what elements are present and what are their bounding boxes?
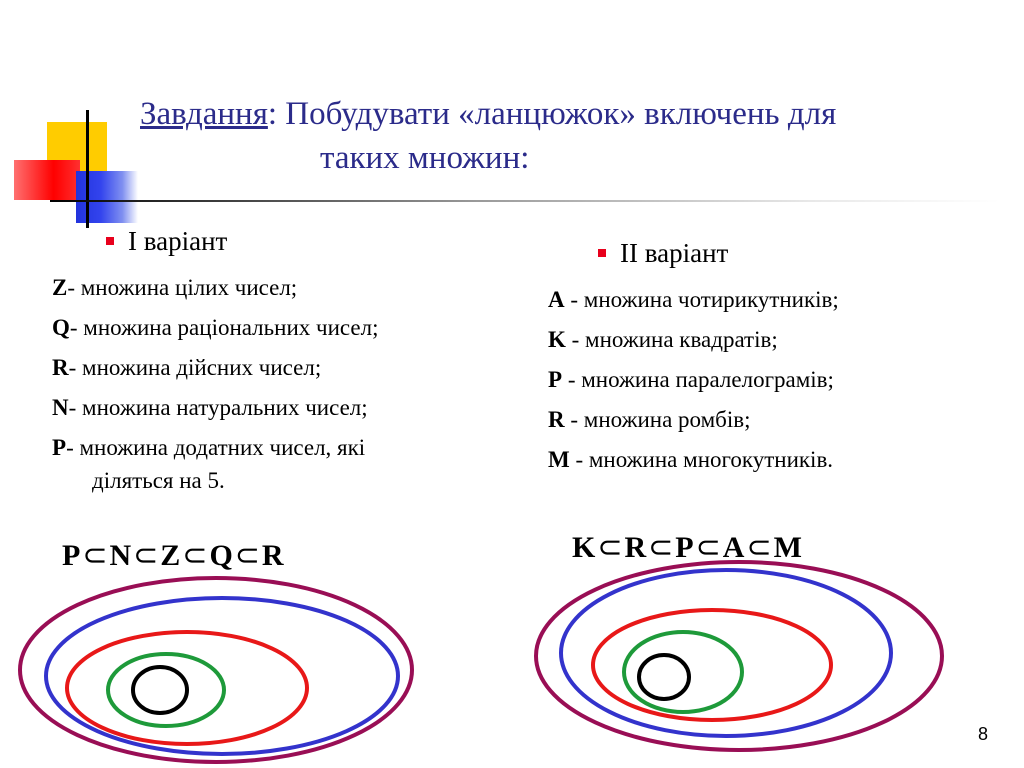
label-r: R <box>386 668 402 692</box>
set-symbol: M <box>548 447 570 472</box>
set-symbol: P <box>52 435 67 460</box>
subset-symbol: ⊂ <box>182 539 208 572</box>
set-symbol: R <box>548 407 565 432</box>
set-symbol: N <box>52 395 69 420</box>
ring-p <box>593 610 831 720</box>
subset-symbol: ⊂ <box>82 539 108 572</box>
ring-p <box>133 667 187 713</box>
chain-symbol: R <box>261 539 284 572</box>
chain-symbol: K <box>572 531 596 564</box>
chain-symbol: P <box>62 539 81 572</box>
set-symbol: R <box>52 355 69 380</box>
chain-symbol: M <box>773 531 802 564</box>
ring-n <box>108 654 224 726</box>
chain-symbol: A <box>722 531 745 564</box>
title-line-1: : Побудувати «ланцюжок» включень для <box>267 96 837 132</box>
euler-diagram-variant-2 <box>536 562 942 750</box>
title-task-word: Завдання <box>140 96 268 132</box>
ring-k <box>639 655 689 699</box>
subset-symbol: ⊂ <box>648 531 674 564</box>
set-description: - множина додатних чисел, які <box>66 435 366 460</box>
label-k: K <box>652 667 669 691</box>
set-description-continuation: діляться на 5. <box>92 468 225 493</box>
set-description: - множина раціональних чисел; <box>69 315 379 340</box>
title-line-2: таких множин: <box>320 140 530 176</box>
chain-symbol: Z <box>160 539 181 572</box>
set-symbol: A <box>548 287 565 312</box>
set-description: - множина дійсних чисел; <box>68 355 322 380</box>
page-number: 8 <box>978 724 989 744</box>
chain-symbol: P <box>675 531 694 564</box>
set-symbol: Z <box>52 275 68 300</box>
set-symbol: P <box>548 367 563 392</box>
label-n: N <box>200 678 216 702</box>
label-m: M <box>894 643 914 667</box>
set-description: - множина многокутників. <box>569 447 834 472</box>
euler-diagram-variant-1 <box>20 578 412 762</box>
set-symbol: K <box>548 327 566 352</box>
chain-symbol: R <box>624 531 647 564</box>
label-z: Z <box>248 678 263 702</box>
label-q: Q <box>320 678 337 702</box>
set-description: - множина паралелограмів; <box>562 367 834 392</box>
label-a: A <box>846 643 862 667</box>
label-p: P <box>780 651 793 675</box>
set-description: - множина натуральних чисел; <box>68 395 368 420</box>
subset-symbol: ⊂ <box>597 531 623 564</box>
subset-symbol: ⊂ <box>234 539 260 572</box>
set-symbol: Q <box>52 315 70 340</box>
chain-symbol: N <box>109 539 132 572</box>
variant-2-heading-text: ІІ варіант <box>620 238 729 268</box>
set-description: - множина цілих чисел; <box>67 275 298 300</box>
set-description: - множина ромбів; <box>564 407 751 432</box>
set-description: - множина квадратів; <box>565 327 778 352</box>
variant-1-heading-text: І варіант <box>128 226 228 256</box>
ring-r <box>624 632 742 712</box>
subset-symbol: ⊂ <box>695 531 721 564</box>
set-description: - множина чотирикутників; <box>564 287 839 312</box>
ring-a <box>561 570 891 736</box>
label-r: R <box>708 659 724 683</box>
chain-symbol: Q <box>209 539 233 572</box>
subset-symbol: ⊂ <box>133 539 159 572</box>
subset-symbol: ⊂ <box>746 531 772 564</box>
label-p: P <box>152 678 165 702</box>
